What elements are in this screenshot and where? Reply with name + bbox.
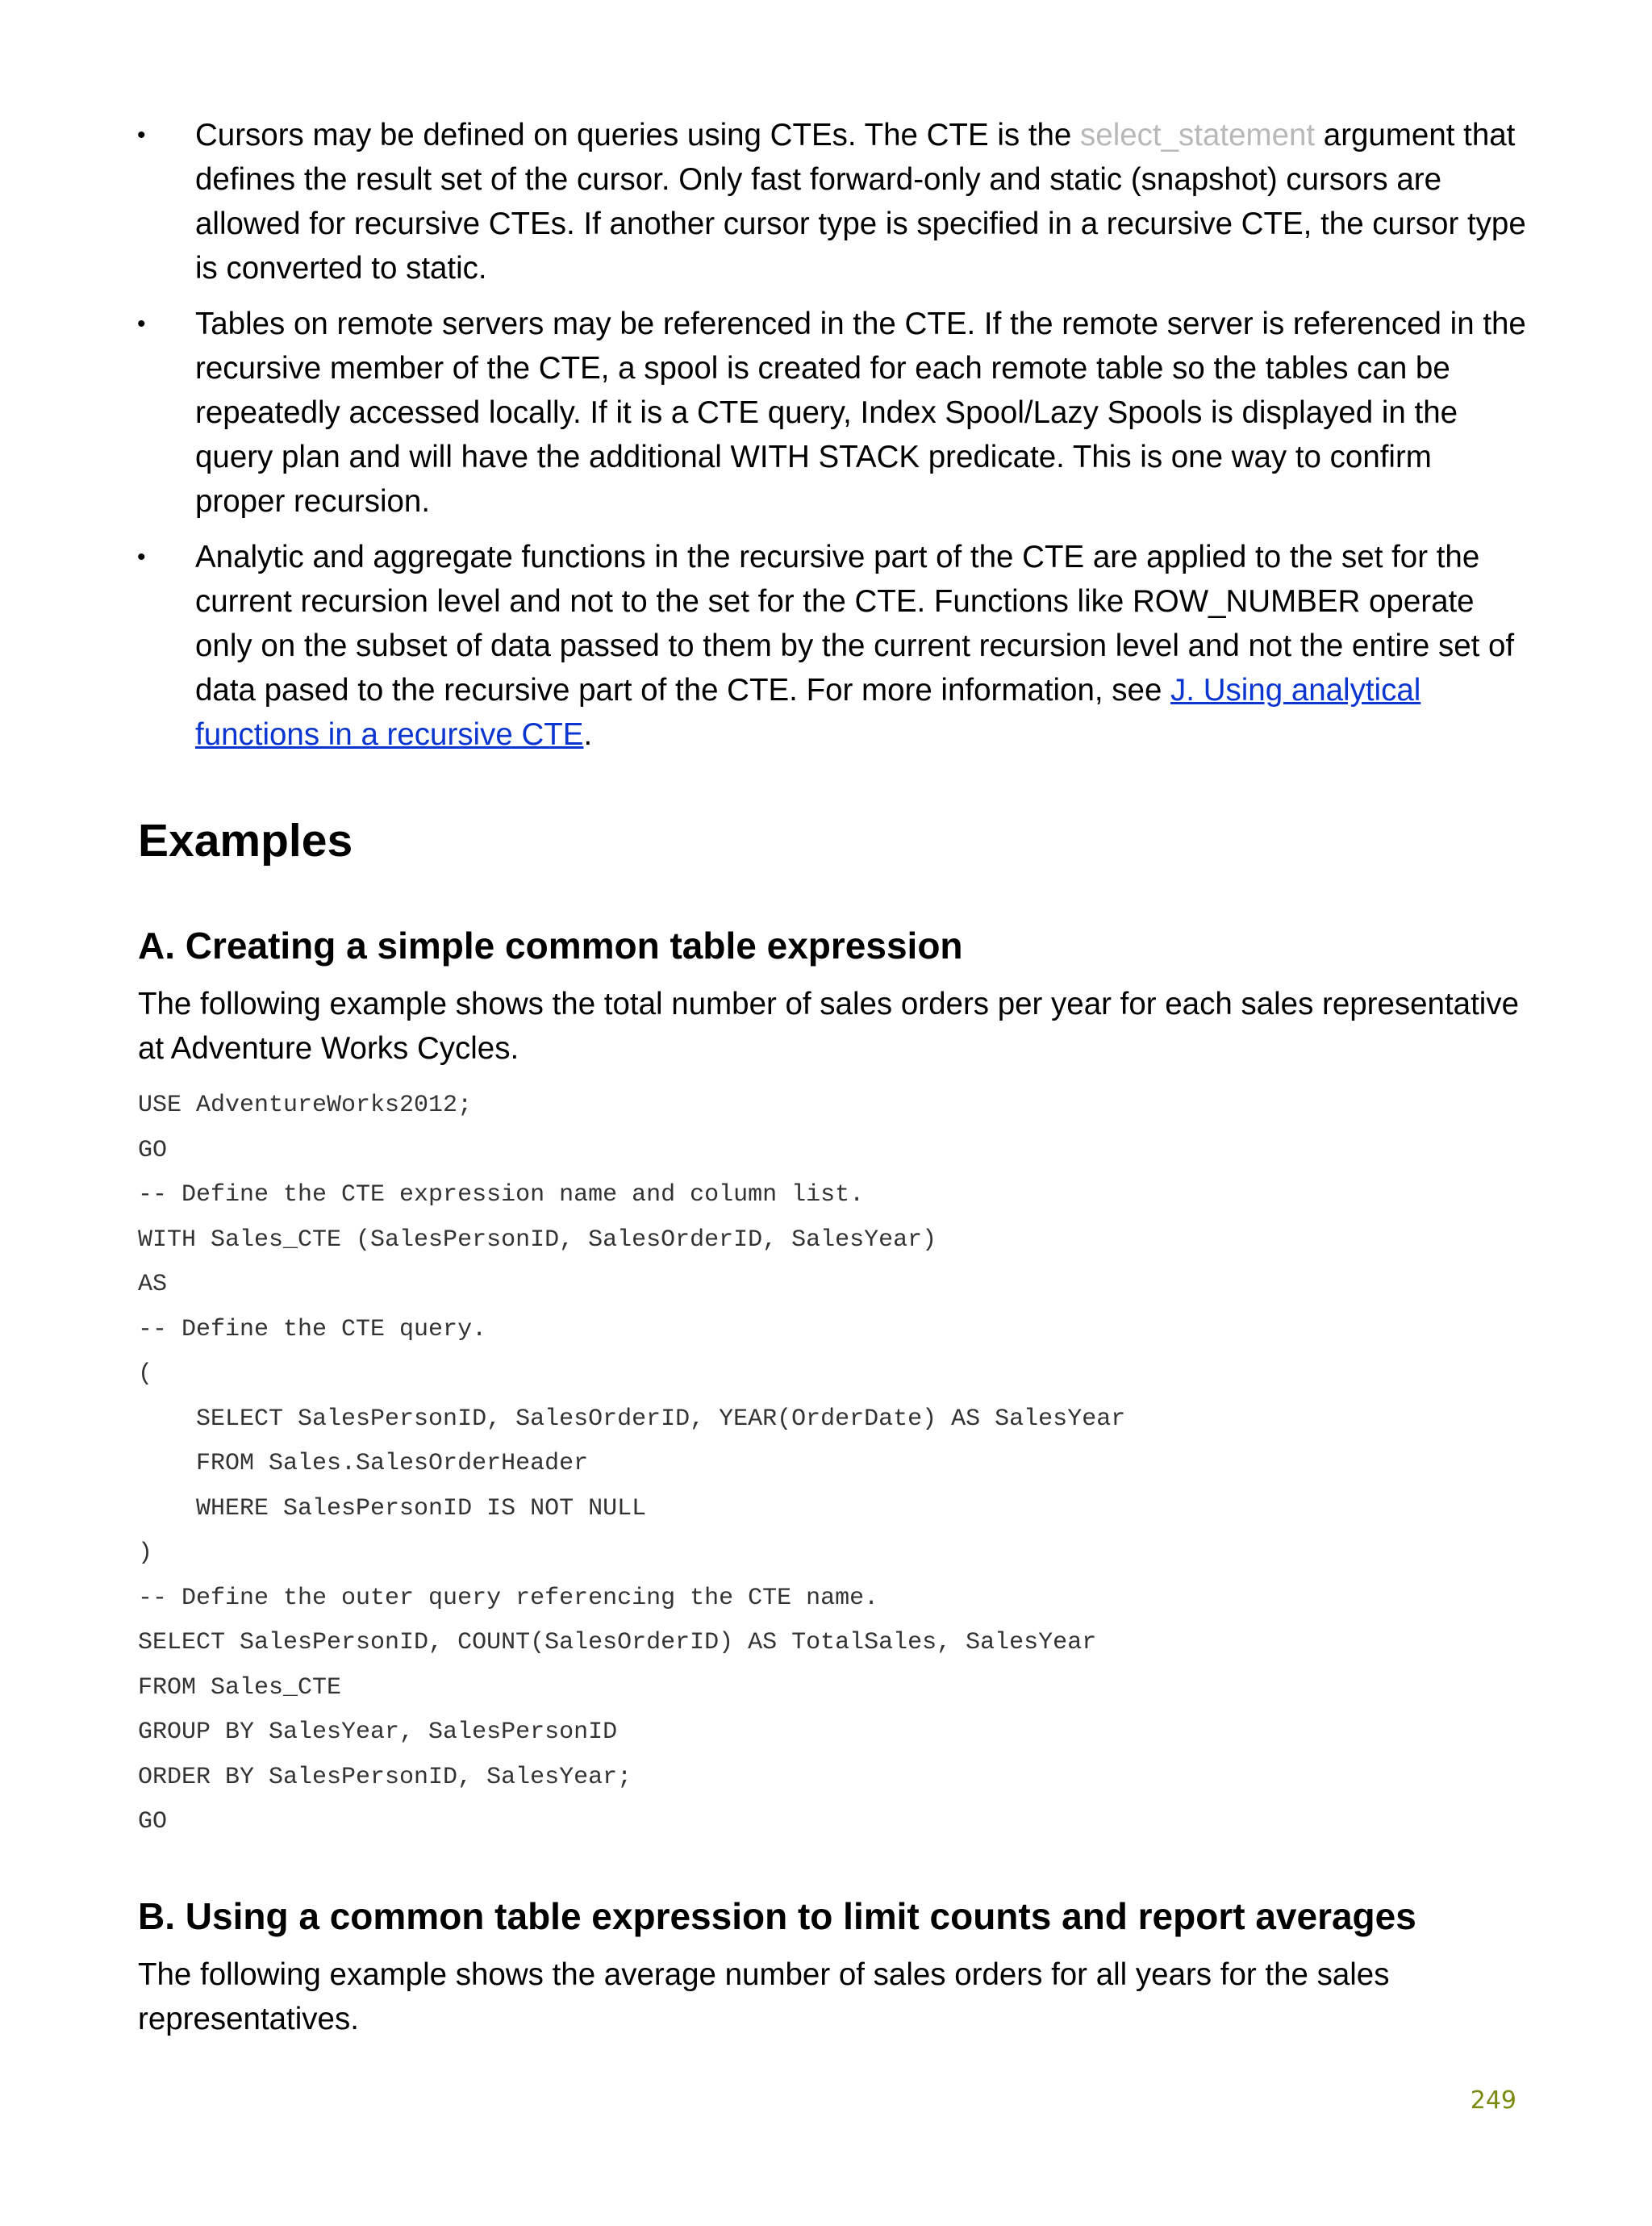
bullet-dot-icon: • xyxy=(137,122,146,148)
code-line: ( xyxy=(138,1360,153,1388)
code-line: -- Define the CTE expression name and column list. xyxy=(138,1181,865,1209)
bullet-text xyxy=(195,535,1526,757)
code-line: WHERE SalesPersonID IS NOT NULL xyxy=(138,1494,647,1522)
code-line: -- Define the CTE query. xyxy=(138,1315,487,1343)
section-b-description: The following example shows the average number of sales orders for all years for the sales representatives. xyxy=(138,1957,1390,2036)
examples-heading: Examples xyxy=(138,815,353,867)
page-number: 249 xyxy=(1470,2086,1516,2115)
considerations-bullet-list xyxy=(0,113,1652,757)
bullet-item xyxy=(0,113,1652,290)
section-a-code-block xyxy=(138,1084,1125,1845)
analytical-functions-link[interactable]: J. Using analytical functions in a recursive CTE xyxy=(195,673,1421,752)
code-line: ) xyxy=(138,1539,153,1567)
bullet-text-run: Cursors may be defined on queries using CTEs. The CTE is the xyxy=(195,118,1081,152)
code-line: GROUP BY SalesYear, SalesPersonID xyxy=(138,1719,618,1746)
section-a-description: The following example shows the total number of sales orders per year for each sales representative at Adventure Works Cycles. xyxy=(138,987,1519,1066)
code-line: GO xyxy=(138,1136,168,1164)
bullet-text-run: argument that defines the result set of the cursor. Only fast forward-only and static (snapshot) cursors are allowed for recursive CTEs. If another cursor type is specified in a recursive CTE, the cursor type is converted to static. xyxy=(195,118,1526,286)
code-line: -- Define the outer query referencing the CTE name. xyxy=(138,1584,879,1612)
bullet-dot-icon: • xyxy=(137,311,146,337)
section-b-heading: B. Using a common table expression to limit counts and report averages xyxy=(138,1895,1416,1937)
code-line: FROM Sales.SalesOrderHeader xyxy=(138,1450,589,1477)
section-a-heading: A. Creating a simple common table expression xyxy=(138,925,963,967)
code-line: WITH Sales_CTE (SalesPersonID, SalesOrderID, SalesYear) xyxy=(138,1226,937,1254)
code-line: SELECT SalesPersonID, COUNT(SalesOrderID) AS TotalSales, SalesYear xyxy=(138,1629,1097,1656)
select-statement-term: select_statement xyxy=(1080,118,1316,152)
code-line: GO xyxy=(138,1808,168,1836)
code-line: AS xyxy=(138,1271,168,1298)
code-line: SELECT SalesPersonID, SalesOrderID, YEAR(OrderDate) AS SalesYear xyxy=(138,1405,1126,1433)
bullet-item xyxy=(0,535,1652,757)
bullet-item xyxy=(0,302,1652,524)
bullet-dot-icon: • xyxy=(137,544,146,570)
code-line: FROM Sales_CTE xyxy=(138,1673,342,1702)
bullet-text-run: . xyxy=(583,717,593,752)
bullet-text-run: Tables on remote servers may be referenced in the CTE. If the remote server is referenced in the recursive member of the CTE, a spool is created for each remote table so the tables can be repeatedly accessed locally. If it is a CTE query, Index Spool/Lazy Spools is displayed in the query plan and will have the additional WITH STACK predicate. This is one way to confirm proper recursion. xyxy=(195,307,1526,519)
bullet-text-run: Analytic and aggregate functions in the recursive part of the CTE are applied to the set for the current recursion level and not to the set for the CTE. Functions like ROW_NUMBER operate only on the subset of data passed to them by the current recursion level and not the entire set of data pased to the recursive part of the CTE. For more information, see xyxy=(195,540,1515,708)
bullet-text xyxy=(195,113,1526,290)
bullet-text xyxy=(195,302,1526,524)
code-line: USE AdventureWorks2012; xyxy=(138,1092,473,1119)
code-line: ORDER BY SalesPersonID, SalesYear; xyxy=(138,1763,632,1791)
